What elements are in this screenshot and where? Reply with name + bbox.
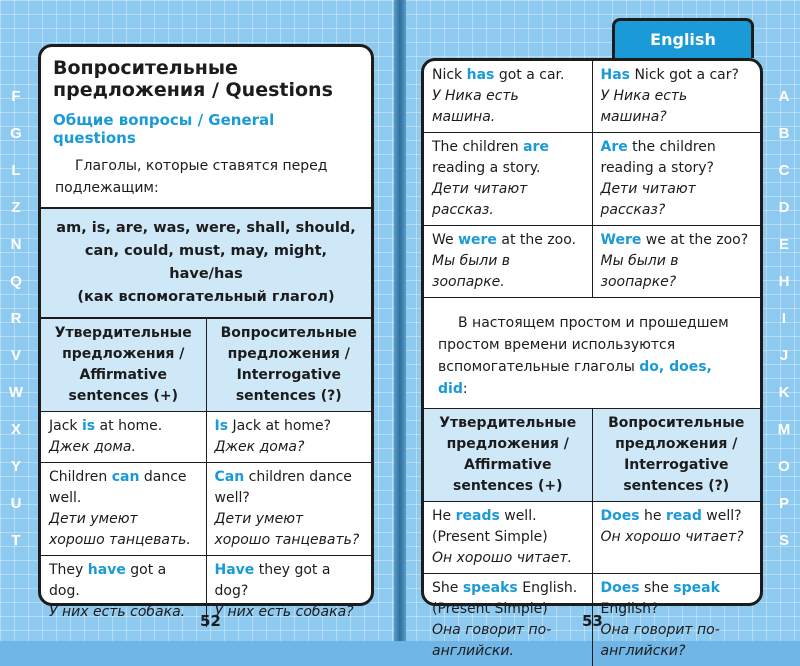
- translation: У них есть собака.: [49, 602, 198, 623]
- table-row: [41, 412, 371, 463]
- text-part: В настоящем простом и прошедшем простом времени используются вспомогательные глаголы: [438, 315, 729, 375]
- letter: I: [772, 300, 796, 337]
- translation: Джек дома.: [49, 437, 198, 458]
- letter: W: [4, 374, 28, 411]
- affirmative-cell: [41, 463, 206, 556]
- text-part: got a dog.: [49, 562, 166, 599]
- letter: T: [4, 522, 28, 559]
- text-part: The children: [432, 139, 523, 155]
- text-part: English. (Present Simple): [432, 580, 577, 617]
- column-header-interrogative: Вопросительные предложения / Interrogative sentences (?): [206, 319, 371, 412]
- text-part: :: [463, 381, 468, 397]
- letter: Y: [4, 448, 28, 485]
- table-row: [41, 463, 371, 556]
- translation: У Ника есть машина.: [432, 86, 584, 128]
- text-part: well?: [702, 508, 742, 524]
- letter: V: [4, 337, 28, 374]
- table-row: [424, 502, 760, 574]
- affirmative-cell: [41, 412, 206, 463]
- translation: Дети умеют хорошо танцевать?: [215, 509, 364, 551]
- intro-text: Глаголы, которые ставятся перед подлежащим:: [55, 155, 357, 199]
- text-part: she: [640, 580, 674, 596]
- page-number-left: 52: [200, 612, 221, 630]
- highlight-verb: Were: [601, 232, 642, 248]
- translation: Он хорошо читает.: [432, 548, 584, 569]
- letter: D: [772, 189, 796, 226]
- highlight-verb: can: [112, 469, 140, 485]
- verbs-line: (как вспомогательный глагол): [47, 286, 365, 309]
- translation: Дети читают рассказ?: [601, 179, 753, 221]
- interrogative-cell: [592, 574, 760, 666]
- title-line-1: Вопросительные: [53, 57, 359, 79]
- text-part: got a car.: [494, 67, 564, 83]
- text-part: Jack: [49, 418, 82, 434]
- letter: Z: [4, 189, 28, 226]
- highlight-verb: were: [458, 232, 497, 248]
- text-part: Jack at home?: [228, 418, 331, 434]
- translation: Она говорит по-английски?: [601, 620, 753, 662]
- letter: J: [772, 337, 796, 374]
- highlight-verb: Is: [215, 418, 229, 434]
- text-part: dance well.: [49, 469, 187, 506]
- title-line-2: предложения / Questions: [53, 79, 359, 101]
- highlight-verb: speak: [673, 580, 720, 596]
- interrogative-cell: [206, 556, 371, 628]
- letter: P: [772, 485, 796, 522]
- highlight-verb: speaks: [463, 580, 518, 596]
- letter: F: [4, 78, 28, 115]
- column-header-affirmative: Утвердительные предложения / Affirmative sentences (+): [41, 319, 206, 412]
- letter: O: [772, 448, 796, 485]
- letter: U: [4, 485, 28, 522]
- english-tab: English: [612, 18, 754, 58]
- translation: Дети умеют хорошо танцевать.: [49, 509, 198, 551]
- highlight-verb: Does: [601, 508, 640, 524]
- highlight-verb: do, does, did: [438, 359, 712, 397]
- letter: N: [4, 226, 28, 263]
- highlight-verb: has: [467, 67, 495, 83]
- section-subheading: Общие вопросы / General questions: [53, 111, 359, 147]
- affirmative-cell: [424, 226, 592, 298]
- translation: Дети читают рассказ.: [432, 179, 584, 221]
- text-part: Nick got a car?: [630, 67, 739, 83]
- letter: L: [4, 152, 28, 189]
- interrogative-cell: [592, 61, 760, 133]
- letter: E: [772, 226, 796, 263]
- letter: S: [772, 522, 796, 559]
- text-part: well. (Present Simple): [432, 508, 548, 545]
- text-part: the children reading a story?: [601, 139, 716, 176]
- interrogative-cell: [206, 463, 371, 556]
- column-header-interrogative: Вопросительные предложения / Interrogative sentences (?): [592, 409, 760, 502]
- text-part: Children: [49, 469, 112, 485]
- translation: Он хорошо читает?: [601, 527, 753, 548]
- page-title: [41, 47, 371, 101]
- highlight-verb: Does: [601, 580, 640, 596]
- verbs-line: can, could, must, may, might, have/has: [47, 240, 365, 286]
- text-part: at the zoo.: [497, 232, 576, 248]
- left-card: [38, 44, 374, 606]
- highlight-verb: is: [82, 418, 95, 434]
- highlight-verb: Has: [601, 67, 631, 83]
- table-row: [424, 61, 760, 133]
- highlight-verb: are: [523, 139, 549, 155]
- page-number-right: 53: [582, 612, 603, 630]
- text-part: they got a dog?: [215, 562, 331, 599]
- text-part: We: [432, 232, 458, 248]
- letter: H: [772, 263, 796, 300]
- text-part: They: [49, 562, 88, 578]
- translation: Мы были в зоопарке?: [601, 251, 753, 293]
- text-part: we at the zoo?: [641, 232, 748, 248]
- letter: K: [772, 374, 796, 411]
- text-part: She: [432, 580, 463, 596]
- translation: Мы были в зоопарке.: [432, 251, 584, 293]
- left-letter-strip: [4, 78, 28, 559]
- affirmative-cell: [424, 574, 592, 666]
- do-does-did-note: [438, 312, 746, 400]
- letter: X: [4, 411, 28, 448]
- text-part: at home.: [95, 418, 162, 434]
- letter: A: [772, 78, 796, 115]
- questions-table: [41, 319, 371, 627]
- affirmative-cell: [424, 502, 592, 574]
- text-part: children dance well?: [215, 469, 352, 506]
- letter: R: [4, 300, 28, 337]
- right-card: [421, 58, 763, 606]
- interrogative-cell: [206, 412, 371, 463]
- questions-table-continued: [424, 61, 760, 298]
- verbs-line: am, is, are, was, were, shall, should,: [47, 217, 365, 240]
- affirmative-cell: [41, 556, 206, 628]
- book-spine: [394, 0, 406, 641]
- translation: Она говорит по-английски.: [432, 620, 584, 662]
- column-header-affirmative: Утвердительные предложения / Affirmative sentences (+): [424, 409, 592, 502]
- highlight-verb: reads: [456, 508, 500, 524]
- interrogative-cell: [592, 226, 760, 298]
- translation: У Ника есть машина?: [601, 86, 753, 128]
- table-row: [424, 226, 760, 298]
- highlight-verb: Have: [215, 562, 255, 578]
- table-row: [424, 133, 760, 226]
- text-part: reading a story.: [432, 160, 541, 176]
- translation: Джек дома?: [215, 437, 364, 458]
- translation: У них есть собака?: [215, 602, 364, 623]
- right-letter-strip: [772, 78, 796, 559]
- highlight-verb: have: [88, 562, 126, 578]
- letter: Q: [4, 263, 28, 300]
- letter: B: [772, 115, 796, 152]
- text-part: Nick: [432, 67, 467, 83]
- letter: M: [772, 411, 796, 448]
- highlight-verb: Are: [601, 139, 628, 155]
- affirmative-cell: [424, 61, 592, 133]
- letter: C: [772, 152, 796, 189]
- letter: G: [4, 115, 28, 152]
- text-part: He: [432, 508, 456, 524]
- affirmative-cell: [424, 133, 592, 226]
- interrogative-cell: [592, 502, 760, 574]
- interrogative-cell: [592, 133, 760, 226]
- highlight-verb: Can: [215, 469, 245, 485]
- auxiliary-verbs-box: [41, 207, 371, 319]
- text-part: English?: [601, 601, 659, 617]
- highlight-verb: read: [666, 508, 702, 524]
- text-part: he: [640, 508, 666, 524]
